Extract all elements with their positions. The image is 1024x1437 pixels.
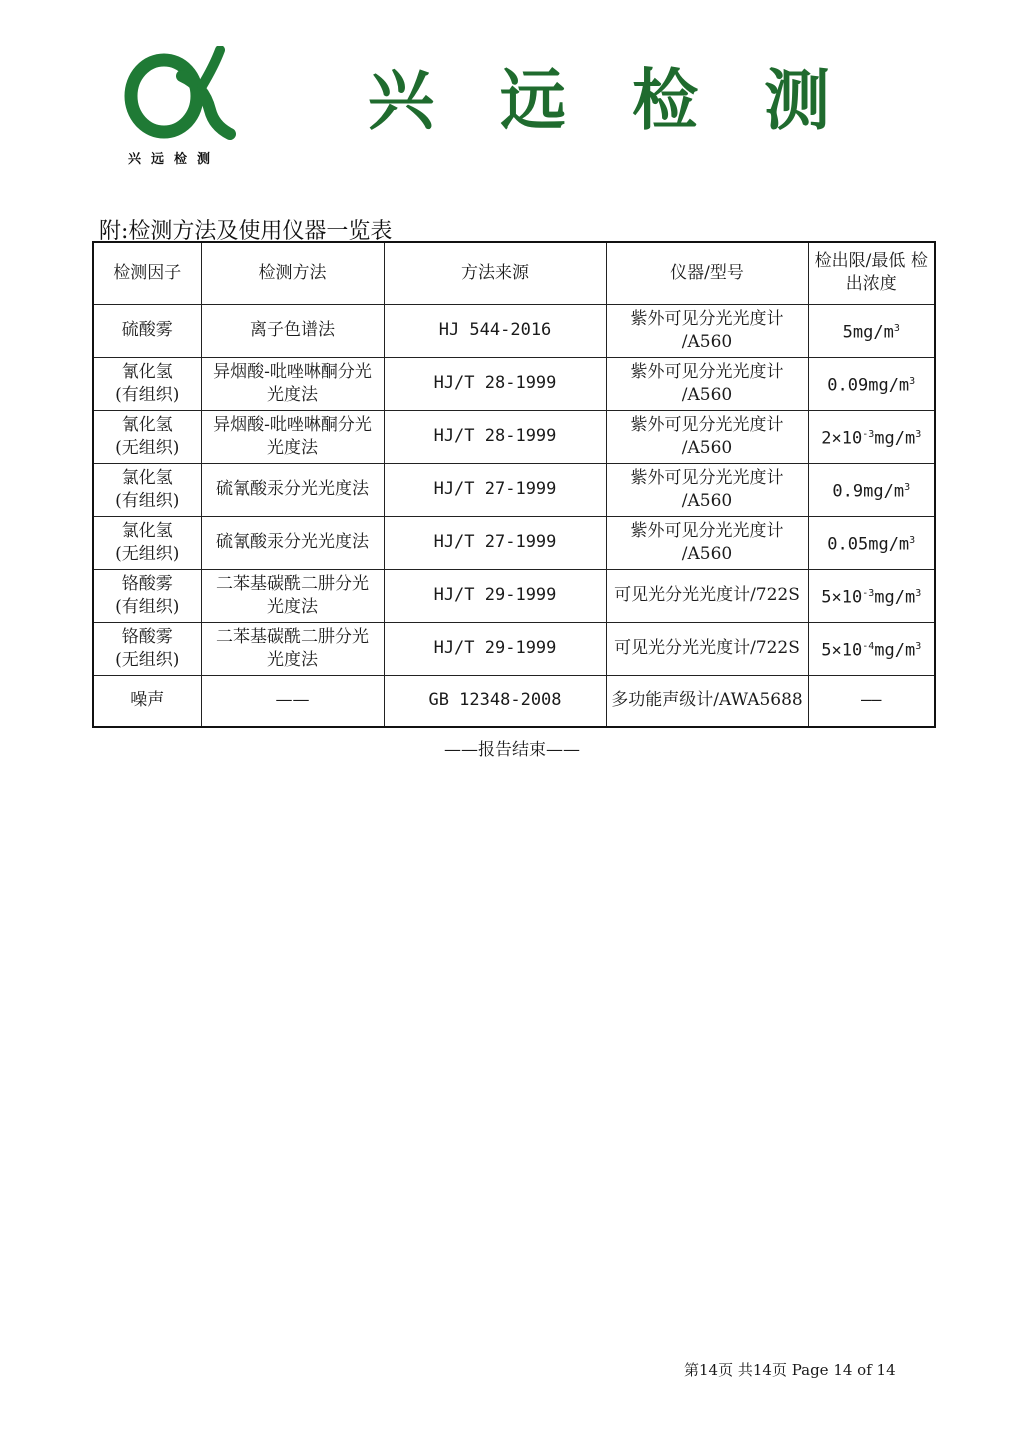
cell-instrument-line: 紫外可见分光光度计 [630, 467, 784, 488]
cell-source: HJ/T 28-1999 [384, 357, 606, 410]
cell-method-line: 光度法 [267, 596, 318, 617]
cell-instrument-line: 紫外可见分光光度计 [630, 361, 784, 382]
cell-factor [93, 357, 201, 410]
cell-source: GB 12348-2008 [384, 675, 606, 727]
page-footer: 第14页 共14页 Page 14 of 14 [684, 1361, 896, 1379]
cell-factor [93, 516, 201, 569]
cell-factor-line: (有组织) [115, 596, 180, 617]
cell-factor [93, 463, 201, 516]
cell-method [201, 516, 384, 569]
company-logo [122, 46, 242, 170]
cell-limit [808, 516, 935, 569]
cell-factor [93, 410, 201, 463]
brand-title: 兴远检测 [368, 61, 896, 139]
cell-factor [93, 569, 201, 622]
limit-exponent: 3 [909, 534, 916, 546]
cell-instrument-line: 紫外可见分光光度计 [630, 414, 784, 435]
cell-method [201, 675, 384, 727]
cell-method-line: 硫氰酸汞分光光度法 [216, 479, 369, 499]
table-header-row [93, 242, 935, 304]
cell-factor-line: 硫酸雾 [121, 320, 173, 340]
cell-method-line: 离子色谱法 [250, 320, 335, 340]
cell-instrument-line: /A560 [681, 331, 733, 352]
cell-limit [808, 622, 935, 675]
limit-base: 0.09mg/m [827, 375, 910, 396]
cell-method-line: 光度法 [267, 437, 318, 458]
cell-instrument-line: 紫外可见分光光度计 [630, 308, 784, 329]
header-instrument: 仪器/型号 [606, 242, 808, 304]
cell-factor-line: (无组织) [115, 437, 180, 458]
cell-instrument [606, 463, 808, 516]
cell-factor-line: 氯化氢 [121, 467, 173, 488]
header-method: 检测方法 [201, 242, 384, 304]
table-row [93, 675, 935, 727]
cell-method-line: 硫氰酸汞分光光度法 [216, 532, 369, 552]
cell-instrument [606, 516, 808, 569]
limit-exponent: 3 [904, 481, 911, 493]
cell-method-line: 异烟酸-吡唑啉酮分光 [213, 361, 372, 382]
table-row [93, 516, 935, 569]
cell-source: HJ 544-2016 [384, 304, 606, 357]
cell-source: HJ/T 29-1999 [384, 569, 606, 622]
cell-factor-line: (无组织) [115, 543, 180, 564]
table-row [93, 622, 935, 675]
cell-instrument-line: 紫外可见分光光度计 [630, 520, 784, 541]
cell-limit [808, 304, 935, 357]
limit-unit-exponent: 3 [915, 640, 922, 652]
cell-method-line: 二苯基碳酰二肼分光 [216, 626, 369, 647]
limit-unit: mg/m [874, 587, 916, 608]
cell-method-line: 光度法 [267, 384, 318, 405]
cell-instrument-line: /A560 [681, 543, 733, 564]
cell-factor-line: 铬酸雾 [121, 626, 173, 647]
limit-exponent: -3 [862, 587, 875, 599]
cell-factor [93, 304, 201, 357]
cell-instrument [606, 622, 808, 675]
cell-factor-line: 氯化氢 [121, 520, 173, 541]
cell-instrument-line: 多功能声级计/AWA5688 [611, 690, 803, 711]
cell-method [201, 463, 384, 516]
cell-factor-line: (有组织) [115, 384, 180, 405]
cell-method-line: 光度法 [267, 649, 318, 670]
cell-instrument [606, 304, 808, 357]
header-limit [808, 242, 935, 304]
cell-factor [93, 622, 201, 675]
cell-method-line: 二苯基碳酰二肼分光 [216, 573, 369, 594]
cell-source: HJ/T 27-1999 [384, 463, 606, 516]
limit-exponent: -3 [862, 428, 875, 440]
limit-base: 5mg/m [842, 322, 894, 343]
limit-unit: mg/m [874, 640, 916, 661]
limit-base: 5×10 [821, 587, 863, 608]
cell-source: HJ/T 29-1999 [384, 622, 606, 675]
cell-method [201, 357, 384, 410]
table-row [93, 357, 935, 410]
limit-base: 5×10 [821, 640, 863, 661]
header-limit-line2: 检出浓度 [845, 251, 928, 295]
limit-unit-exponent: 3 [915, 587, 922, 599]
cell-method [201, 569, 384, 622]
cell-limit [808, 463, 935, 516]
methods-table [92, 241, 936, 728]
header-limit-line1: 检出限/最低 [814, 251, 906, 272]
cell-limit [808, 357, 935, 410]
cell-source: HJ/T 27-1999 [384, 516, 606, 569]
table-row [93, 410, 935, 463]
cell-instrument [606, 569, 808, 622]
limit-base: —— [861, 690, 882, 711]
cell-factor-line: 铬酸雾 [121, 573, 173, 594]
header-source: 方法来源 [384, 242, 606, 304]
cell-source: HJ/T 28-1999 [384, 410, 606, 463]
cell-instrument [606, 410, 808, 463]
cell-method [201, 622, 384, 675]
table-row [93, 463, 935, 516]
cell-factor-line: (有组织) [115, 490, 180, 511]
report-end-text: ——报告结束—— [444, 740, 580, 760]
cell-limit [808, 675, 935, 727]
cell-method [201, 304, 384, 357]
appendix-title: 附:检测方法及使用仪器一览表 [99, 219, 393, 244]
cell-instrument [606, 675, 808, 727]
cell-instrument-line: /A560 [681, 384, 733, 405]
cell-factor-line: (无组织) [115, 649, 180, 670]
table-row [93, 304, 935, 357]
cell-method-line: 异烟酸-吡唑啉酮分光 [213, 414, 372, 435]
cell-method-line: —— [275, 690, 310, 711]
logo-caption: 兴远检测 [128, 152, 221, 167]
cell-factor-line: 氰化氢 [121, 361, 173, 382]
table-row [93, 569, 935, 622]
cell-factor-line: 噪声 [130, 690, 165, 711]
cell-factor-line: 氰化氢 [121, 414, 173, 435]
header-factor: 检测因子 [93, 242, 201, 304]
cell-instrument-line: 可见光分光光度计/722S [614, 638, 800, 658]
cell-factor [93, 675, 201, 727]
limit-exponent: -4 [862, 640, 875, 652]
limit-exponent: 3 [893, 322, 900, 334]
limit-unit-exponent: 3 [915, 428, 922, 440]
cell-instrument [606, 357, 808, 410]
limit-exponent: 3 [909, 375, 916, 387]
logo-mark-icon [122, 46, 242, 146]
cell-instrument-line: 可见光分光光度计/722S [614, 585, 800, 605]
limit-base: 0.9mg/m [832, 481, 905, 502]
cell-method [201, 410, 384, 463]
cell-instrument-line: /A560 [681, 490, 733, 511]
cell-limit [808, 569, 935, 622]
cell-instrument-line: /A560 [681, 437, 733, 458]
cell-limit [808, 410, 935, 463]
limit-base: 2×10 [821, 428, 863, 449]
limit-unit: mg/m [874, 428, 916, 449]
limit-base: 0.05mg/m [827, 534, 910, 555]
